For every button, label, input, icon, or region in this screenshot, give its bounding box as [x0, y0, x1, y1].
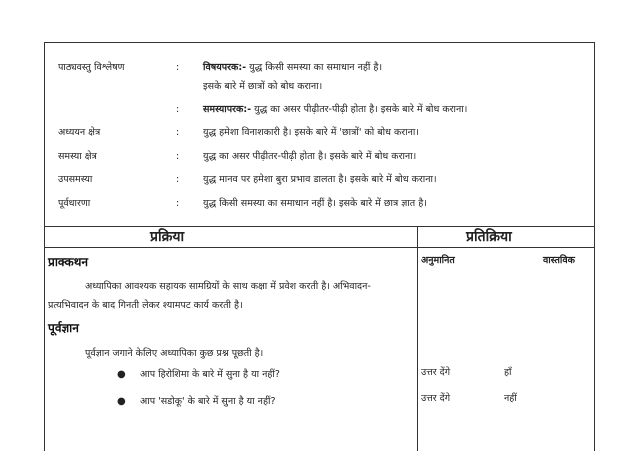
row-value [203, 104, 467, 116]
row-label: पूर्वधारणा [58, 198, 91, 209]
intro-line: प्रत्यभिवादन के बाद गिनती लेकर श्यामपट कार्य करती है। [48, 300, 243, 311]
row-text: युद्ध हमेशा विनाशकारी है। इसके बारे में 'छात्रों' को बोध कराना। [203, 127, 419, 138]
prior-knowledge-title: पूर्वज्ञान [48, 321, 79, 335]
actual-response: हाँ [504, 367, 512, 378]
actual-subheader: वास्तविक [543, 255, 575, 266]
intro-title: प्राक्कथन [48, 255, 89, 269]
bullet-icon: ● [117, 396, 126, 407]
row-term: समस्यापरक:- [203, 104, 252, 115]
expected-response: उत्तर देंगे [421, 367, 451, 378]
row-colon: : [176, 127, 180, 138]
row-term: विषयपरक:- [203, 62, 247, 73]
row-label: पाठ्यवस्तु विश्लेषण [58, 62, 125, 73]
expected-subheader: अनुमानित [421, 255, 455, 266]
row-text: युद्ध मानव पर हमेशा बुरा प्रभाव डालता है। इसके बारे में बोध कराना। [203, 174, 437, 185]
row-colon: : [176, 104, 180, 115]
row-colon: : [176, 151, 180, 162]
row-colon: : [176, 62, 180, 73]
response-header: प्रतिक्रिया [466, 229, 512, 245]
row-colon: : [176, 198, 180, 209]
row-label: अध्ययन क्षेत्र [58, 127, 101, 138]
table-divider-header [44, 247, 595, 248]
row-value [203, 62, 382, 74]
bullet-icon: ● [117, 369, 126, 380]
prior-knowledge-line: पूर्वज्ञान जगाने केलिए अध्यापिका कुछ प्रश्न पूछती है। [85, 348, 264, 359]
actual-response: नहीं [504, 393, 517, 404]
expected-response: उत्तर देंगे [421, 393, 451, 404]
table-divider-top [44, 226, 595, 227]
row-colon: : [176, 174, 180, 185]
row-text: युद्ध का असर पीढ़ीतर-पीढ़ी होता है। इसके बारे में बोध कराना। [203, 151, 417, 162]
question-text: आप 'सडोकू' के बारे में सुना है या नहीं? [140, 396, 276, 407]
intro-line: अध्यापिका आवश्यक सहायक सामग्रियों के साथ कक्षा में प्रवेश करती है। अभिवादन- [85, 281, 371, 292]
row-text: युद्ध का असर पीढ़ीतर-पीढ़ी होता है। इसके बारे में बोध कराना। [251, 104, 468, 115]
row-text: इसके बारे में छात्रों को बोध कराना। [203, 81, 323, 92]
question-text: आप हिरोशिमा के बारे में सुना है या नहीं? [140, 369, 280, 380]
row-text: युद्ध किसी समस्या का समाधान नहीं है। [246, 62, 383, 73]
row-label: समस्या क्षेत्र [58, 151, 97, 162]
table-column-divider [417, 226, 418, 451]
row-text: युद्ध किसी समस्या का समाधान नहीं है। इसके बारे में छात्र ज्ञात है। [203, 198, 427, 209]
row-label: उपसमस्या [58, 174, 93, 185]
process-header: प्रक्रिया [150, 229, 185, 245]
